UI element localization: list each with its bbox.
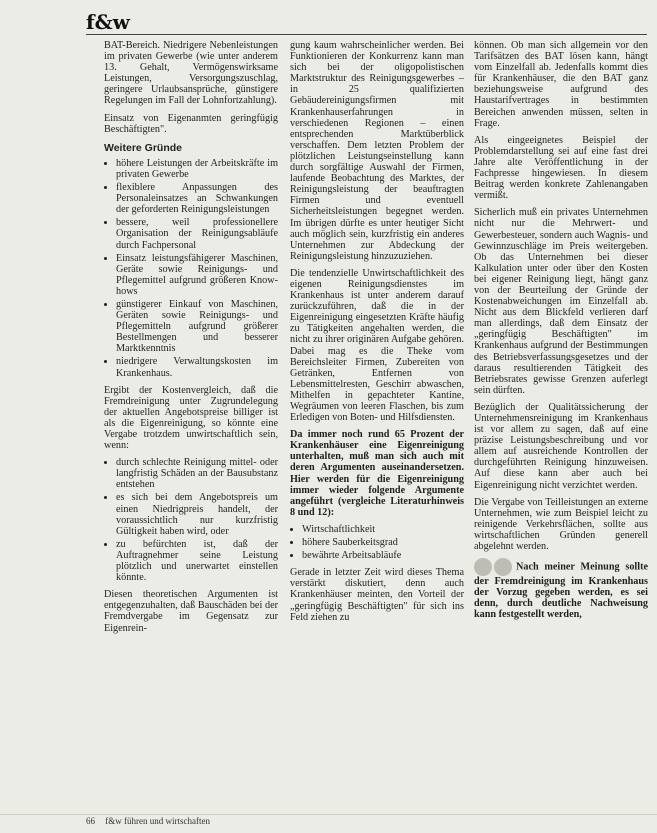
- section-heading: Weitere Gründe: [104, 141, 182, 154]
- list-item: • durch schlechte Reinigung mittel- oder langfristig Schäden an der Bausubstanz entstehen: [116, 457, 278, 490]
- list-item: • höhere Sauberkeitsgrad: [302, 537, 464, 548]
- column-1: [104, 40, 278, 809]
- paragraph: BAT-Bereich. Niedrigere Nebenleistungen im privaten Gewerbe (wie unter anderem 13. Gehalt, Vermögenswirksame Leistungen, Versorgungszuschlag, geringere Urlaubsansprüche, günstigere Regelungen im Fall der Lohnfortzahlung).: [104, 40, 278, 107]
- quote-marker-icon: [474, 558, 512, 576]
- header-rule: [86, 34, 647, 35]
- list-item: • Wirtschaftlichkeit: [302, 524, 464, 535]
- list-item: • niedrigere Verwaltungskosten im Krankenhaus.: [116, 356, 278, 378]
- column-3: [474, 40, 648, 809]
- bullet-list: [104, 457, 278, 583]
- list-item: • flexiblere Anpassungen des Personaleinsatzes an Schwankungen der geforderten Reinigungsleistungen: [116, 182, 278, 215]
- paragraph: Die tendenzielle Unwirtschaftlichkeit des eigenen Reinigungsdienstes im Krankenhaus ist unter anderem darauf zurückzuführen, daß die in der Eigenreinigung eingesetzten Kräfte häufig zu Tätigkeiten angehalten werden, die nicht zu ihrer originären Aufgabe gehören. Dabei mag es die Theke vom Bereichsleiter Firmen, Zubereiten von Getränken, Entfernen von Lebensmittelresten, Geschirr abwaschen, Mithelfen in gepachteter Kantine, Wegräumen von leeren Flaschen, bis zum Erledigen von Boten- und Hilfsdiensten.: [290, 267, 464, 424]
- list-item: • bewährte Arbeitsabläufe: [302, 550, 464, 561]
- closing-text: Nach meiner Meinung sollte der Fremdreinigung im Krankenhaus der Vorzug gegeben werden, es sei denn, durch deutliche Nachweisung kann festgestellt werden,: [474, 561, 648, 621]
- paragraph: Die Vergabe von Teilleistungen an externe Unternehmen, wie zum Beispiel leicht zu reinigende Verkehrsflächen, sollte aus wirtschaftlichen Gründen generell abgelehnt werden.: [474, 496, 648, 553]
- paragraph: Ergibt der Kostenvergleich, daß die Fremdreinigung unter Zugrundelegung der aktuellen Angebotspreise billiger ist als die Eigenreinigung, so könnte eine Vergabe trotzdem unwirtschaftlich sein, wenn:: [104, 384, 278, 452]
- paragraph: können. Ob man sich allgemein vor den Tarifsätzen des BAT lösen kann, hängt vom Einzelfall ab. Jedenfalls kommt dies für Krankenhäuser, die den BAT ganz beziehungsweise aufgrund des Haustarifvertrages in bestimmten Bereichen anwenden müssen, selten in Frage.: [474, 40, 648, 129]
- paragraph: gung kaum wahrscheinlicher werden. Bei Funktionieren der Konkurrenz kann man sich bei der oligopolistischen Marktstruktur des Reinigungsgewerbes – in 25 qualifizierten Gebäudereinigungsfirmen mit Krankenhauserfahrungen in verschiedenen Regionen – einen entsprechenden Marktüberblick verschaffen. Dem letzten Problem der plötzlichen Leistungseinstellung kann durch sorgfältige Auswahl der Firmen, laufende Beobachtung des Marktes, der Reinigungsleistung der beauftragten Firmen und eventuell Sicherheitsleistungen begegnet werden. Im übrigen dürfte es unter heutiger Sicht auch möglich sein, kurzfristig ein anderes Unternehmen zur Abdeckung der Reinigungsleistung hinzuzuziehen.: [290, 40, 464, 262]
- journal-logo: f&w: [86, 10, 130, 34]
- list-item: • Einsatz leistungsfähigerer Maschinen, Geräte sowie Reinigungs- und Pflegemittel aufgrund größeren Know-hows: [116, 253, 278, 297]
- paragraph: Diesen theoretischen Argumenten ist entgegenzuhalten, daß Bauschäden bei der Fremdvergabe im Gegensatz zur Eigenrein-: [104, 589, 278, 634]
- page-footer: [86, 816, 210, 826]
- paragraph: Einsatz von Eigenanmten geringfügig Beschäftigten".: [104, 112, 278, 135]
- paragraph: Sicherlich muß ein privates Unternehmen nicht nur die Mehrwert- und Gewerbesteuer, sondern auch Wagnis- und Gewinnzuschläge im Preis weitergeben. Ob das Unternehmen bei dieser Kalkulation unter oder über den Kosten bei eigener Reinigung liegt, hängt ganz von der Beurteilung der Gründe der Kostenabweichungen im Einzelfall ab. Nicht aus dem Blickfeld verlieren darf man allerdings, daß dem Einsatz der „geringfügig Beschäftigten" im Krankenhaus aufgrund der Bestimmungen des Betriebsverfassungsgesetzes und der daraus resultierenden Tätigkeit des Betriebsrates gewisse Grenzen auferlegt sein dürften.: [474, 207, 648, 396]
- paragraph: Als eingeeignetes Beispiel der Problemdarstellung sei auf eine fast drei Jahre alte Veröffentlichung in der Fachpresse hingewiesen. In diesem Beitrag werden konkrete Zahlenangaben vermißt.: [474, 134, 648, 202]
- list-item: • höhere Leistungen der Arbeitskräfte im privaten Gewerbe: [116, 158, 278, 180]
- bold-paragraph: Da immer noch rund 65 Prozent der Krankenhäuser eine Eigenreinigung unterhalten, muß man sich auch mit deren Argumenten auseinandersetzen. Hier werden für die Eigenreinigung immer wieder folgende Argumente angeführt (vergleiche Literaturhinweis 8 und 12):: [290, 429, 464, 518]
- arguments-list: [290, 524, 464, 561]
- list-item: • günstigerer Einkauf von Maschinen, Geräten sowie Reinigungs- und Pflegemitteln aufgrund größerer Bestellmengen und besserer Marktkenntnis: [116, 299, 278, 354]
- paragraph: Gerade in letzter Zeit wird dieses Thema verstärkt diskutiert, denn auch Krankenhäuser meinten, den Vorteil der „geringfügig Beschäftigten" für sich ins Feld ziehen zu: [290, 567, 464, 623]
- reasons-list: [104, 158, 278, 379]
- footer-rule: [0, 814, 657, 815]
- page-number: 66: [86, 816, 95, 826]
- list-item: • es sich bei dem Angebotspreis um einen Niedrigpreis handelt, der voraussichtlich nur kurzfristig Gültigkeit haben wird, oder: [116, 492, 278, 536]
- closing-statement: [474, 558, 648, 620]
- paragraph: Bezüglich der Qualitätssicherung der Unternehmensreinigung im Krankenhaus ist vor allem zu sagen, daß auf eine präzise Leistungsbeschreibung und vor allem auf ausreichende Kontrollen der durchgeführten Reinigung hinzuweisen. Auf diese kann aber auch bei Eigenreinigung nicht verzichtet werden.: [474, 401, 648, 491]
- list-item: • bessere, weil professionellere Organisation der Reinigungsabläufe durch Fachpersonal: [116, 217, 278, 250]
- journal-source: f&w führen und wirtschaften: [105, 816, 210, 826]
- column-2: [290, 40, 464, 809]
- list-item: • zu befürchten ist, daß der Auftragnehmer seine Leistung plötzlich und unerwartet einstellen könnte.: [116, 539, 278, 583]
